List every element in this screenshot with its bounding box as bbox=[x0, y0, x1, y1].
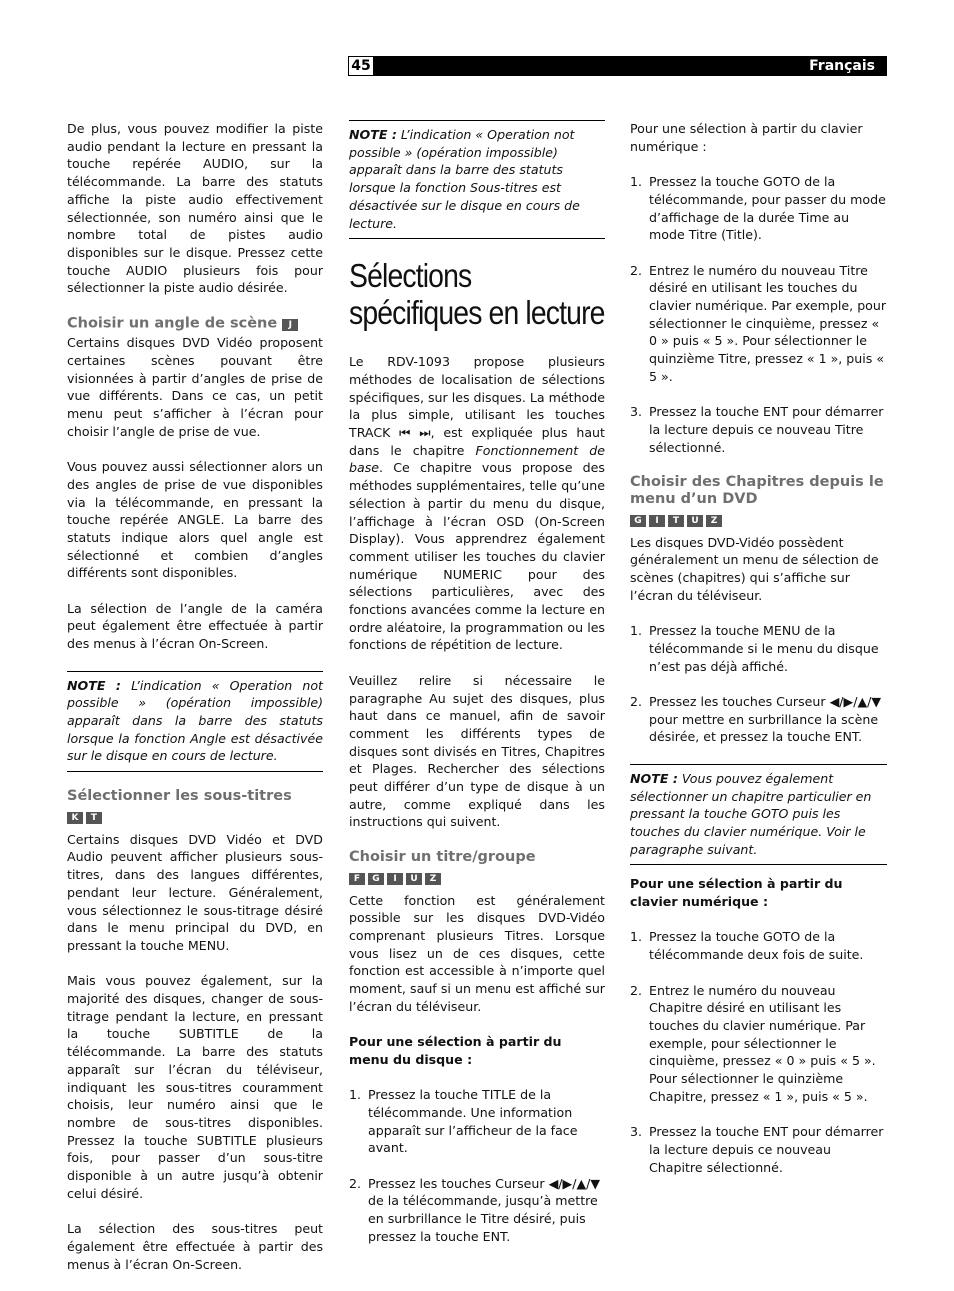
key-badge: I bbox=[649, 515, 665, 527]
title-keypad-steps bbox=[630, 173, 887, 456]
note-text: L’indication « Operation not possible » (opération impossible) apparaît dans la barre des statuts lorsque la fonction Sous-titres est désactivée sur le disque en cours de lecture. bbox=[349, 127, 580, 231]
intro-text-c: . Ce chapitre vous propose des méthodes supplémentaires, telle qu’une sélection à partir du menu du disque, l’affichage à l’écran OSD (On-Screen Display). Vous apprendrez également comment utiliser les touches du clavier numérique NUMERIC pour des sélections particulières, avec des fonctions avancées comme la lecture en ordre aléatoire, la programmation ou les fonctions de répétition de lecture. bbox=[349, 460, 605, 653]
intro-text-b: , est expliquée plus haut dans le chapitre bbox=[349, 425, 605, 458]
note-label: NOTE : bbox=[630, 770, 678, 786]
chapters-heading: Choisir des Chapitres depuis le menu d’un DVD bbox=[630, 474, 884, 507]
step-number: 3. bbox=[630, 404, 643, 420]
step-text: Entrez le numéro du nouveau Titre désiré en utilisant les touches du clavier numérique. Par exemple, pour sélectionner le cinquième, pressez « 0 » puis « 5 ». Pour sélectionner le quinzième Titre, pressez « 1 », puis « 5 ». bbox=[649, 262, 887, 384]
step-number: 1. bbox=[349, 1087, 362, 1103]
key-badge: T bbox=[668, 515, 684, 527]
list-item bbox=[630, 262, 887, 386]
step-number: 1. bbox=[630, 623, 643, 639]
disc-types-paragraph: Veuillez relire si nécessaire le paragraphe Au sujet des disques, plus haut dans ce manuel, afin de savoir comment les différents types de disques sont divisés en Titres, Chapitres et Plages. Rechercher des sélections peut différer d’un type de disque à un autre, comme expliqué dans les instructions qui suivent. bbox=[349, 672, 605, 830]
list-item bbox=[630, 173, 887, 244]
angle-paragraph-2: Vous pouvez aussi sélectionner alors un des angles de prise de vue disponibles via la télécommande, en pressant la touche repérée ANGLE. La barre des statuts indique alors quel angle est sélectionné et combien d’angles différents sont disponibles. bbox=[67, 459, 323, 581]
step-text: Pressez la touche ENT pour démarrer la lecture depuis ce nouveau Chapitre sélectionné. bbox=[649, 1124, 884, 1175]
step-number: 3. bbox=[630, 1124, 643, 1140]
chapters-key-badges bbox=[630, 510, 887, 528]
group-heading: Choisir un titre/groupe bbox=[349, 848, 536, 865]
key-badge: J bbox=[282, 319, 298, 331]
list-item bbox=[630, 622, 887, 675]
key-badge: U bbox=[687, 515, 703, 527]
section-title: Sélections spécifiques en lecture bbox=[349, 257, 605, 332]
step-text: Pressez les touches Curseur ◀/▶/▲/▼ de la télécommande, jusqu’à mettre en surbrillance le Titre désiré, puis pressez la touche ENT. bbox=[368, 1175, 601, 1244]
note-label: NOTE : bbox=[67, 677, 121, 693]
intro-paragraph bbox=[349, 353, 605, 654]
note-text: Vous pouvez également sélectionner un chapitre particulier en pressant la touche GOTO puis les touches du clavier numérique. Voir le paragraphe suivant. bbox=[630, 770, 872, 857]
note-text: L’indication « Operation not possible » (opération impossible) apparaît dans la barre des statuts lorsque la fonction Angle est désactivée sur le disque en cours de lecture. bbox=[67, 677, 323, 764]
column-left bbox=[67, 120, 323, 1291]
angle-key-badges bbox=[282, 315, 301, 332]
key-badge: Z bbox=[706, 515, 722, 527]
key-badge: G bbox=[630, 515, 646, 527]
key-badge: Z bbox=[425, 873, 441, 885]
angle-note bbox=[67, 671, 323, 773]
list-item bbox=[630, 403, 887, 456]
list-item bbox=[630, 982, 887, 1106]
subtitles-heading: Sélectionner les sous-titres bbox=[67, 788, 292, 805]
list-item bbox=[630, 693, 887, 746]
chapters-paragraph: Les disques DVD-Vidéo possèdent généralement un menu de sélection de scènes (chapitres) qui s’affiche sur l’écran du téléviseur. bbox=[630, 534, 879, 603]
group-key-badges bbox=[349, 868, 605, 886]
step-number: 2. bbox=[630, 982, 643, 998]
step-text: Pressez la touche ENT pour démarrer la lecture depuis ce nouveau Titre sélectionné. bbox=[649, 404, 884, 455]
step-number: 2. bbox=[349, 1175, 362, 1191]
angle-heading-text: Choisir un angle de scène bbox=[67, 315, 278, 332]
subtitles-key-badges bbox=[67, 807, 323, 825]
key-badge: T bbox=[86, 812, 102, 824]
keypad-selection-lead: Pour une sélection à partir du clavier numérique : bbox=[630, 876, 843, 910]
subtitles-paragraph-2: Mais vous pouvez également, sur la majorité des disques, changer de sous-titrage pendant la lecture, en pressant la touche SUBTITLE de la télécommande. La barre des statuts apparaît sur l’écran du téléviseur, indiquant les sous-titres couramment choisis, leur numéro ainsi que le nombre de sous-titres disponibles. Pressez la touche SUBTITLE plusieurs fois, pour passer d’un sous-titre disponible à un autre jusqu’à obtenir celui désiré. bbox=[67, 973, 323, 1201]
list-item bbox=[630, 1123, 887, 1176]
list-item bbox=[349, 1086, 605, 1157]
track-icons: ⏮ ⏭ bbox=[399, 425, 431, 441]
step-number: 2. bbox=[630, 262, 643, 278]
page-number: 45 bbox=[348, 56, 374, 76]
step-text: Pressez la touche MENU de la télécommande si le menu du disque n’est pas déjà affiché. bbox=[649, 623, 879, 674]
note-label: NOTE : bbox=[349, 127, 397, 142]
intro-text-a: Le RDV-1093 propose plusieurs méthodes de localisation de sélections spécifiques, sur les disques. La méthode la plus simple, utilisant les touches TRACK bbox=[349, 354, 605, 441]
chapters-note bbox=[630, 764, 887, 866]
chapter-keypad-steps bbox=[630, 928, 887, 1176]
audio-paragraph: De plus, vous pouvez modifier la piste audio pendant la lecture en pressant la touche repérée AUDIO, sur la télécommande. La barre des statuts affiche la piste audio effectivement sélectionnée, son numéro ainsi que le nombre total de pistes audio disponibles sur le disque. Pressez cette touche AUDIO plusieurs fois pour sélectionner la piste audio désirée. bbox=[67, 121, 323, 296]
step-number: 1. bbox=[630, 174, 643, 190]
page-header-bar bbox=[348, 56, 887, 76]
step-text: Pressez la touche TITLE de la télécommande. Une information apparaît sur l’afficheur de la face avant. bbox=[368, 1087, 578, 1156]
chapter-menu-steps bbox=[630, 622, 887, 746]
subtitles-note bbox=[349, 120, 605, 239]
step-text: Pressez les touches Curseur ◀/▶/▲/▼ pour mettre en surbrillance la scène désirée, et pressez la touche ENT. bbox=[649, 694, 882, 745]
menu-selection-lead: Pour une sélection à partir du menu du disque : bbox=[349, 1034, 562, 1067]
key-badge: F bbox=[349, 873, 365, 885]
group-paragraph: Cette fonction est généralement possible sur les disques DVD-Vidéo comprenant plusieurs Titres. Lorsque vous lisez un de ces disques, cette fonction est accessible à n’importe quel moment, sauf si un menu est affiché sur l’écran du téléviseur. bbox=[349, 892, 605, 1014]
subtitles-paragraph-1: Certains disques DVD Vidéo et DVD Audio peuvent afficher plusieurs sous-titres, dans des langues différentes, pendant leur lecture. Généralement, vous sélectionnez le sous-titrage désiré dans le menu principal du DVD, en pressant la touche MENU. bbox=[67, 831, 323, 953]
step-text: Entrez le numéro du nouveau Chapitre désiré en utilisant les touches du clavier numérique. Par exemple, pour sélectionner le cinquième, pressez « 0 » puis « 5 ». Pour sélectionner le quinzième Chapitre, pressez « 1 », puis « 5 ». bbox=[649, 982, 876, 1104]
step-text: Pressez la touche GOTO de la télécommande, pour passer du mode d’affichage de la durée Time au mode Titre (Title). bbox=[649, 174, 886, 243]
chapter-reference: Fonctionnement de base bbox=[349, 442, 605, 476]
column-right bbox=[630, 120, 887, 1194]
key-badge: I bbox=[387, 873, 403, 885]
list-item bbox=[349, 1175, 605, 1246]
key-badge: K bbox=[67, 812, 83, 824]
angle-paragraph-3: La sélection de l’angle de la caméra peut également être effectuée à partir des menus à l’écran On-Screen. bbox=[67, 600, 323, 652]
column-middle bbox=[349, 120, 605, 1263]
language-label: Français bbox=[809, 58, 875, 74]
angle-paragraph-1: Certains disques DVD Vidéo proposent certaines scènes pouvant être visionnées à partir d’angles de prise de vue différents. Dans ce cas, un petit menu peut s’afficher à l’écran pour choisir l’angle de prise de vue. bbox=[67, 335, 323, 439]
angle-heading bbox=[67, 315, 323, 333]
step-number: 2. bbox=[630, 694, 643, 709]
subtitles-paragraph-3: La sélection des sous-titres peut également être effectuée à partir des menus à l’écran On-Screen. bbox=[67, 1221, 323, 1272]
menu-steps bbox=[349, 1086, 605, 1245]
key-badge: G bbox=[368, 873, 384, 885]
step-number: 1. bbox=[630, 929, 643, 945]
key-badge: U bbox=[406, 873, 422, 885]
list-item bbox=[630, 928, 887, 963]
keypad-intro: Pour une sélection à partir du clavier numérique : bbox=[630, 121, 863, 154]
step-text: Pressez la touche GOTO de la télécommande deux fois de suite. bbox=[649, 929, 864, 963]
